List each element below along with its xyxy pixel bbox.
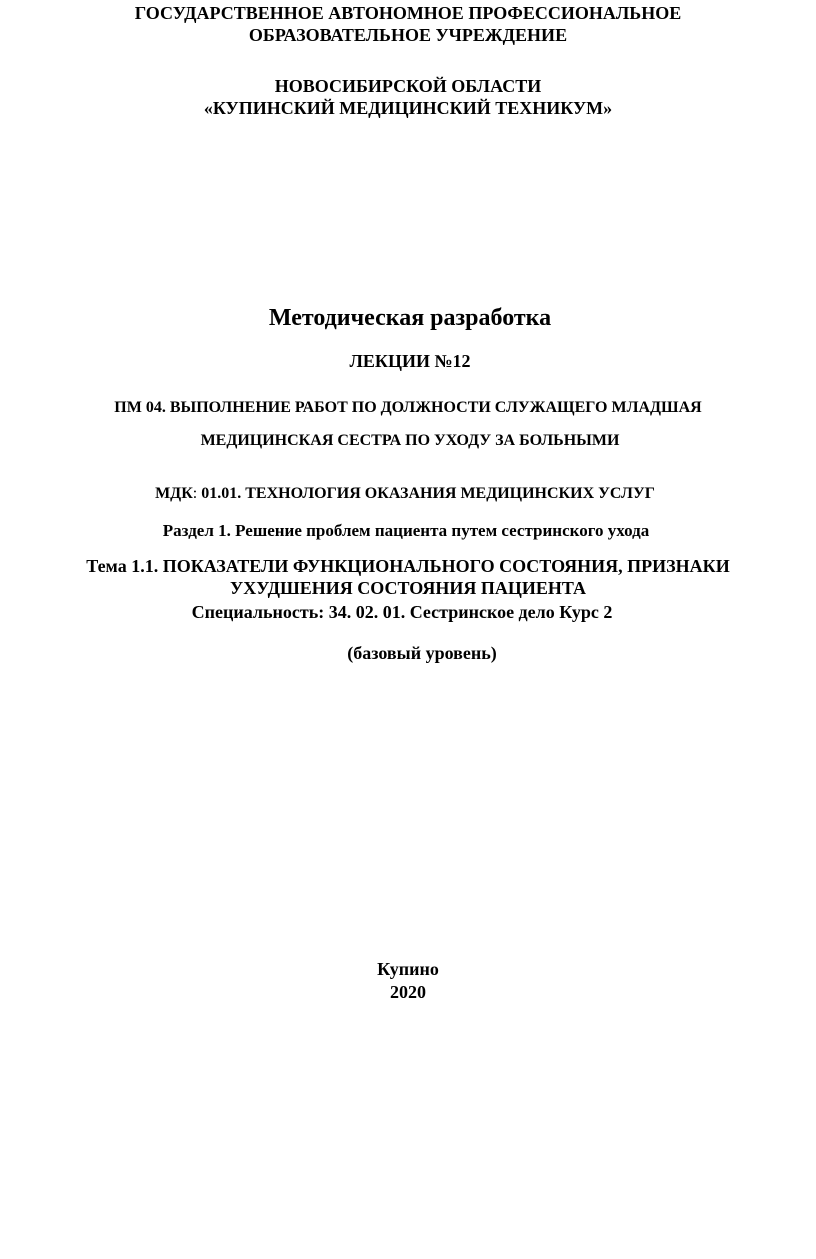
mdk-text: 01.01. ТЕХНОЛОГИЯ ОКАЗАНИЯ МЕДИЦИНСКИХ УСЛУГ bbox=[201, 485, 655, 502]
mdk-separator: : bbox=[192, 485, 202, 502]
lecture-number: ЛЕКЦИИ №12 bbox=[349, 351, 471, 371]
header-line-4: «КУПИНСКИЙ МЕДИЦИНСКИЙ ТЕХНИКУМ» bbox=[203, 98, 613, 118]
level-line: (базовый уровень) bbox=[347, 643, 497, 663]
topic-line-2: УХУДШЕНИЯ СОСТОЯНИЯ ПАЦИЕНТА bbox=[230, 578, 586, 598]
header-line-2: ОБРАЗОВАТЕЛЬНОЕ УЧРЕЖДЕНИЕ bbox=[248, 25, 568, 45]
footer-city: Купино bbox=[377, 959, 439, 979]
section-line: Раздел 1. Решение проблем пациента путем сестринского ухода bbox=[162, 521, 650, 540]
mdk-prefix: МДК bbox=[155, 485, 193, 502]
module-line-1: ПМ 04. ВЫПОЛНЕНИЕ РАБОТ ПО ДОЛЖНОСТИ СЛУЖАЩЕГО МЛАДШАЯ bbox=[114, 399, 702, 416]
specialty-line: Специальность: 34. 02. 01. Сестринское дело Курс 2 bbox=[191, 602, 613, 622]
document-title: Методическая разработка bbox=[268, 305, 552, 331]
topic-line-1: Тема 1.1. ПОКАЗАТЕЛИ ФУНКЦИОНАЛЬНОГО СОСТОЯНИЯ, ПРИЗНАКИ bbox=[86, 556, 730, 576]
footer-year: 2020 bbox=[390, 982, 426, 1002]
header-line-3: НОВОСИБИРСКОЙ ОБЛАСТИ bbox=[274, 76, 542, 96]
module-line-2: МЕДИЦИНСКАЯ СЕСТРА ПО УХОДУ ЗА БОЛЬНЫМИ bbox=[200, 432, 620, 449]
mdk-line bbox=[0, 486, 813, 502]
header-line-1: ГОСУДАРСТВЕННОЕ АВТОНОМНОЕ ПРОФЕССИОНАЛЬНОЕ bbox=[134, 3, 682, 23]
